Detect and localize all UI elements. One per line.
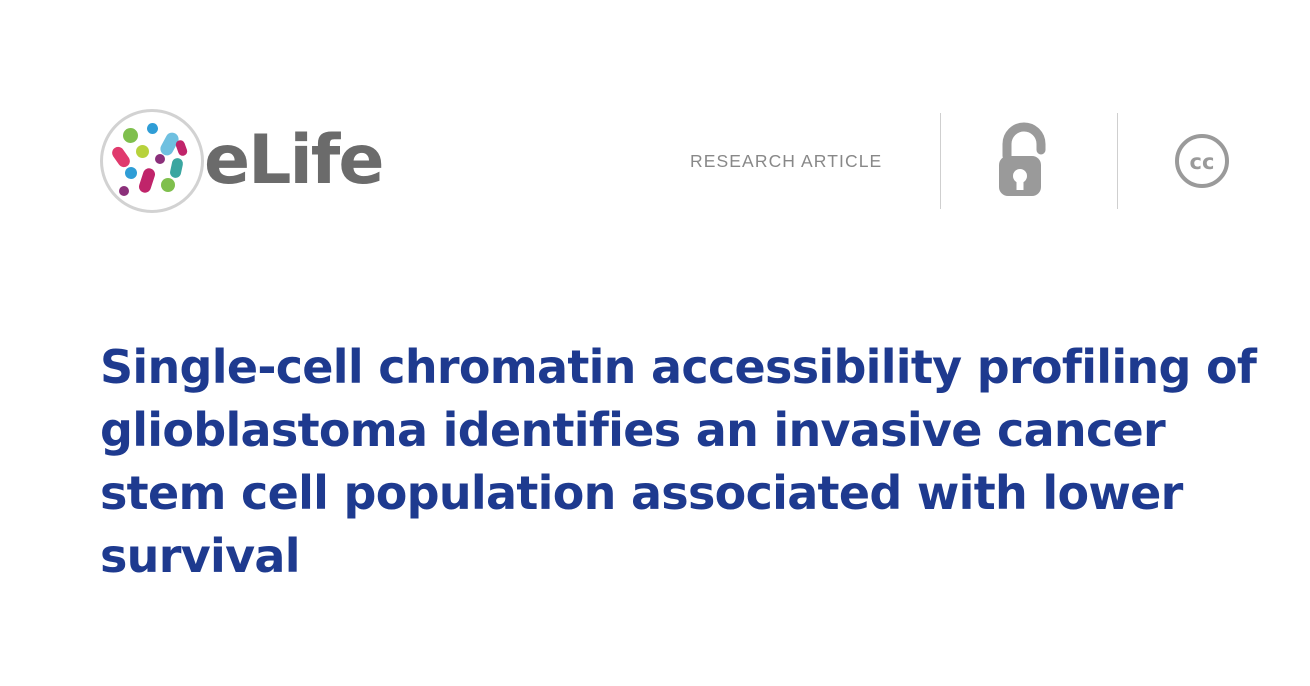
svg-text:cc: cc (1189, 150, 1215, 174)
header-divider (1117, 113, 1118, 209)
site-header (100, 96, 1250, 226)
elife-circle-logo-icon (100, 109, 204, 213)
elife-brand-link[interactable] (100, 109, 500, 213)
elife-wordmark: eLife (204, 121, 383, 200)
page-title: Single-cell chromatin accessibility profiling of glioblastoma identifies an invasive cancer stem cell population associated with lower survival (100, 339, 1257, 583)
open-access-lock-icon[interactable] (993, 122, 1055, 200)
article-type-label: RESEARCH ARTICLE (690, 150, 883, 171)
creative-commons-icon[interactable] (1174, 133, 1230, 189)
header-divider (940, 113, 941, 209)
